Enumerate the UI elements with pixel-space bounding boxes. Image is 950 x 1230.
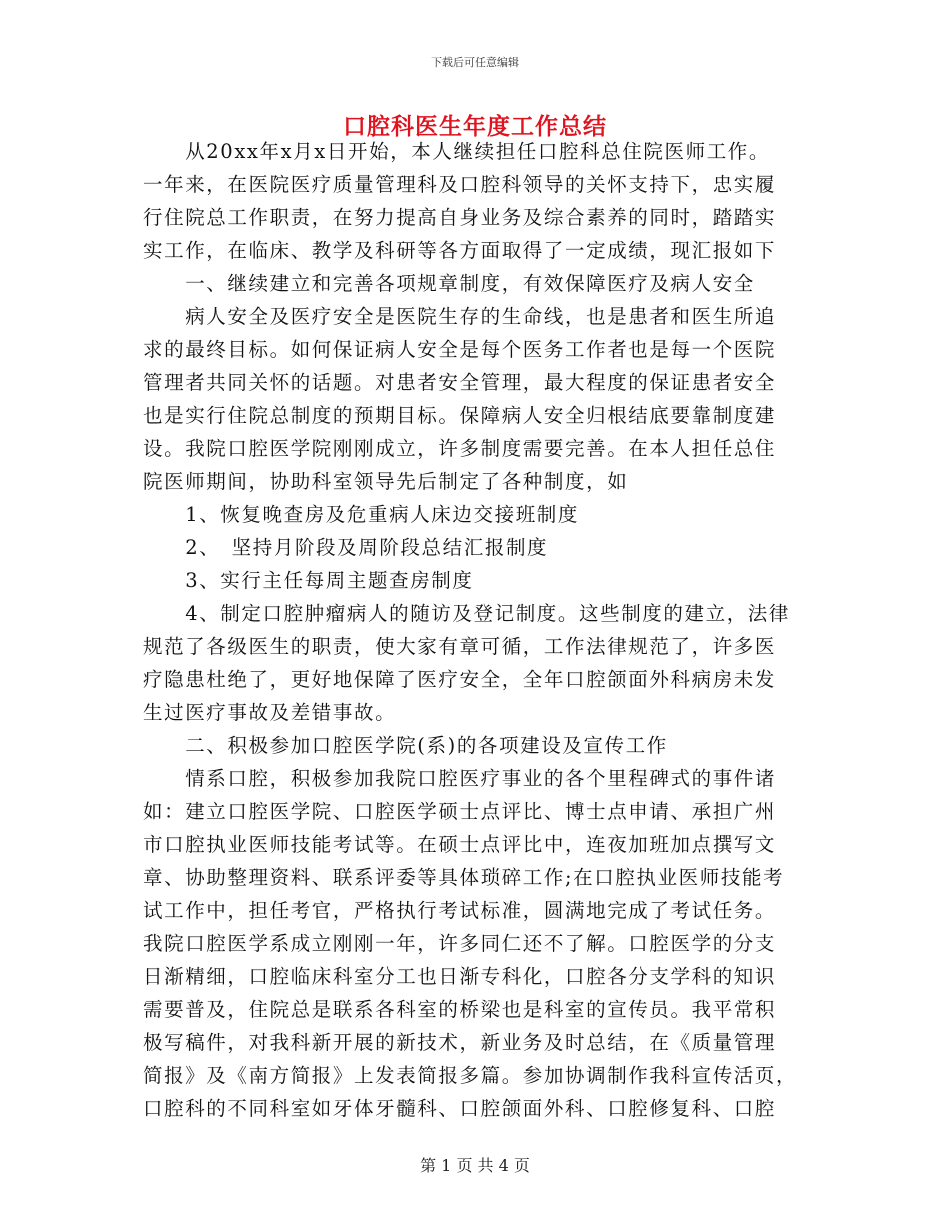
body-line: 试工作中，担任考官，严格执行考试标准，圆满地完成了考试任务。 [143, 899, 777, 922]
body-line: 行住院总工作职责，在努力提高自身业务及综合素养的同时，踏踏实 [143, 206, 777, 229]
body-line: 需要普及，住院总是联系各科室的桥梁也是科室的宣传员。我平常积 [143, 998, 777, 1021]
body-line: 病人安全及医疗安全是医院生存的生命线，也是患者和医生所追 [143, 305, 777, 328]
document-title: 口腔科医生年度工作总结 [343, 113, 607, 140]
body-line: 日渐精细，口腔临床科室分工也日渐专科化，口腔各分支学科的知识 [143, 965, 777, 988]
body-line: 如：建立口腔医学院、口腔医学硕士点评比、博士点申请、承担广州 [143, 800, 777, 823]
body-line: 疗隐患杜绝了，更好地保障了医疗安全，全年口腔颌面外科病房未发 [143, 668, 777, 691]
page-indicator: 第 1 页 共 4 页 [420, 1156, 530, 1175]
body-line: 生过医疗事故及差错事故。 [143, 701, 397, 724]
body-line: 情系口腔，积极参加我院口腔医疗事业的各个里程碑式的事件诸 [143, 767, 777, 790]
header-note: 下载后可任意编辑 [431, 56, 519, 69]
section-heading: 二、积极参加口腔医学院(系)的各项建设及宣传工作 [143, 734, 668, 757]
body-line: 市口腔执业医师技能考试等。在硕士点评比中，连夜加班加点撰写文 [143, 833, 777, 856]
list-item: 3、实行主任每周主题查房制度 [143, 569, 474, 592]
body-line: 院医师期间，协助科室领导先后制定了各种制度，如 [143, 470, 629, 493]
body-line: 极写稿件，对我科新开展的新技术，新业务及时总结，在《质量管理 [143, 1031, 777, 1054]
list-item: 1、恢复晚查房及危重病人床边交接班制度 [143, 503, 580, 526]
body-line: 从20xx年x月x日开始，本人继续担任口腔科总住院医师工作。 [143, 140, 771, 163]
body-line: 一年来，在医院医疗质量管理科及口腔科领导的关怀支持下，忠实履 [143, 173, 777, 196]
body-line: 设。我院口腔医学院刚刚成立，许多制度需要完善。在本人担任总住 [143, 437, 777, 460]
body-line: 实工作，在临床、教学及科研等各方面取得了一定成绩，现汇报如下 [143, 239, 777, 262]
list-item: 4、制定口腔肿瘤病人的随访及登记制度。这些制度的建立，法律 [143, 602, 791, 625]
list-item: 2、 坚持月阶段及周阶段总结汇报制度 [143, 536, 549, 559]
body-line: 简报》及《南方简报》上发表简报多篇。参加协调制作我科宣传活页， [143, 1064, 798, 1087]
body-line: 求的最终目标。如何保证病人安全是每个医务工作者也是每一个医院 [143, 338, 777, 361]
section-heading: 一、继续建立和完善各项规章制度，有效保障医疗及病人安全 [143, 272, 755, 295]
document-body [143, 135, 805, 1125]
body-line: 管理者共同关怀的话题。对患者安全管理，最大程度的保证患者安全 [143, 371, 777, 394]
body-line: 章、协助整理资料、联系评委等具体琐碎工作;在口腔执业医师技能考 [143, 866, 785, 889]
body-line: 也是实行住院总制度的预期目标。保障病人安全归根结底要靠制度建 [143, 404, 777, 427]
body-line: 规范了各级医生的职责，使大家有章可循，工作法律规范了，许多医 [143, 635, 777, 658]
body-line: 我院口腔医学系成立刚刚一年，许多同仁还不了解。口腔医学的分支 [143, 932, 777, 955]
body-line: 口腔科的不同科室如牙体牙髓科、口腔颌面外科、口腔修复科、口腔 [143, 1097, 777, 1120]
